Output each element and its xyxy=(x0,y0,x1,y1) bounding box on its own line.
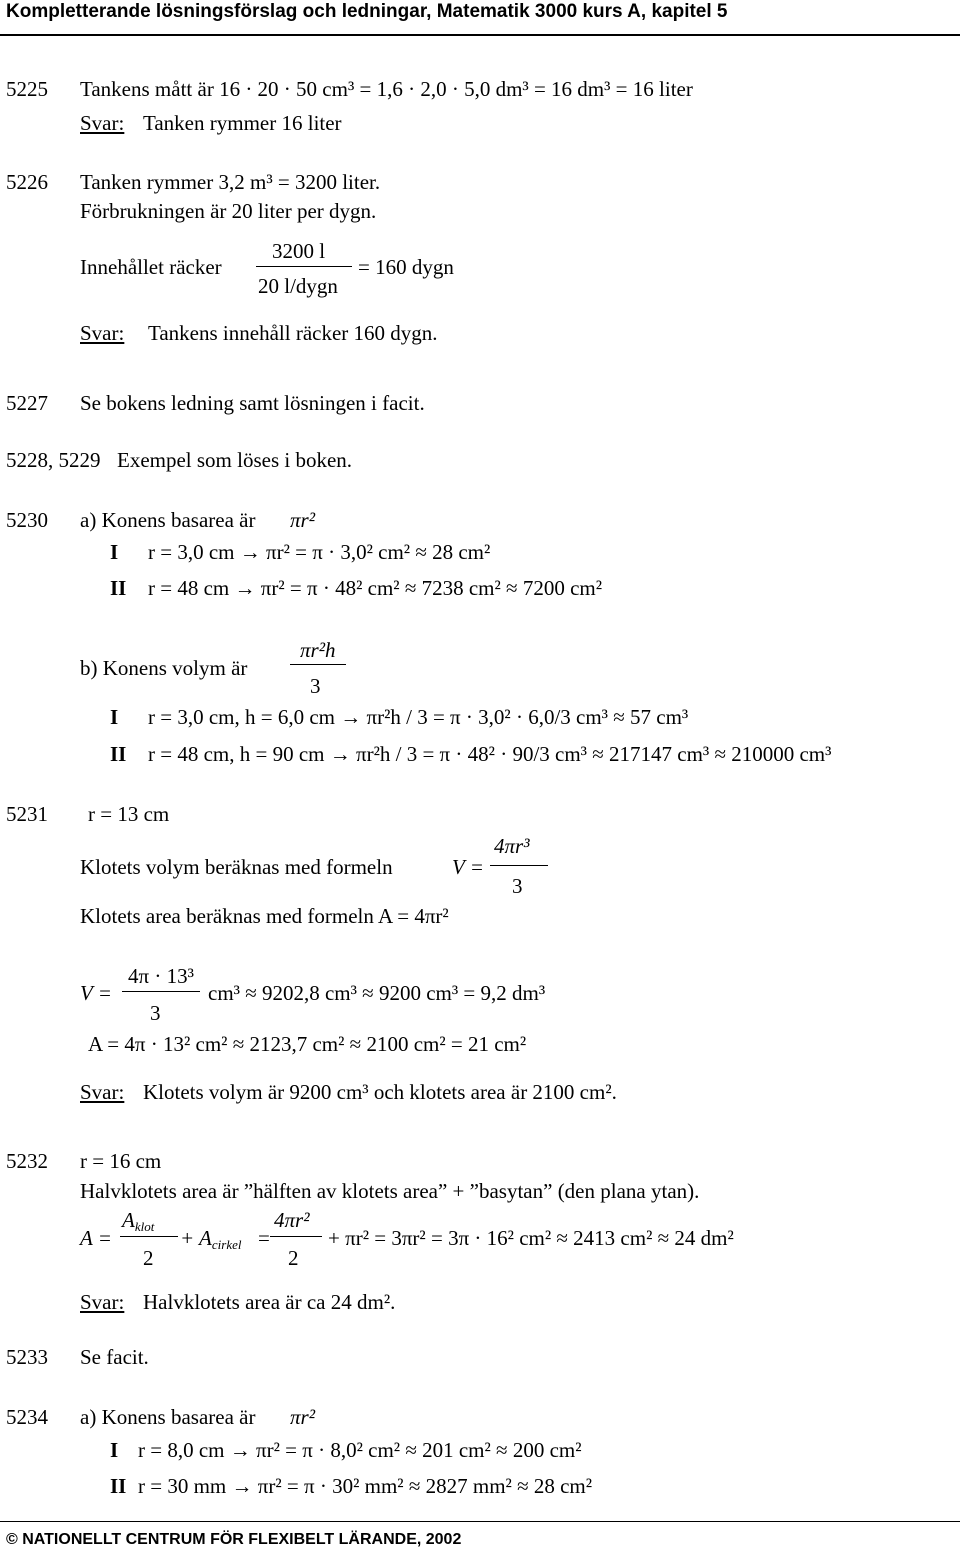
problem-number: 5228, 5229 xyxy=(6,448,101,472)
math-line: cm³ ≈ 9202,8 cm³ ≈ 9200 cm³ = 9,2 dm³ xyxy=(208,981,546,1005)
math-expr: A = xyxy=(80,1226,112,1250)
text-line: Se bokens ledning samt lösningen i facit. xyxy=(80,391,425,415)
fraction-numerator: 4πr³ xyxy=(494,834,530,858)
fraction-bar xyxy=(490,865,548,866)
subscript: cirkel xyxy=(211,1237,242,1252)
math-expr: V = xyxy=(452,855,484,879)
math-expr: = xyxy=(258,1226,270,1250)
roman-numeral: II xyxy=(110,576,127,600)
math-line: r = 48 cm, h = 90 cm → πr²h / 3 = π · 48² · 90/3 cm³ ≈ 217147 cm³ ≈ 210000 cm³ xyxy=(148,742,832,766)
text-line: a) Konens basarea är xyxy=(80,508,256,532)
page-footer: © NATIONELLT CENTRUM FÖR FLEXIBELT LÄRANDE, 2002 xyxy=(6,1531,462,1548)
math-expr: V = xyxy=(80,981,112,1005)
text-line: Innehållet räcker xyxy=(80,255,222,279)
problem-number: 5230 xyxy=(6,508,48,532)
roman-numeral: I xyxy=(110,540,119,564)
roman-numeral: II xyxy=(110,742,127,766)
fraction-numerator-letter: A xyxy=(122,1208,135,1232)
svar-label: Svar: xyxy=(80,111,125,135)
math-expr: πr² xyxy=(290,508,315,532)
fraction-denominator: 3 xyxy=(310,674,321,698)
fraction-numerator: 4π · 13³ xyxy=(128,964,194,988)
fraction-bar xyxy=(120,1236,178,1237)
fraction-denominator: 2 xyxy=(288,1246,299,1270)
page-header: Kompletterande lösningsförslag och ledningar, Matematik 3000 kurs A, kapitel 5 xyxy=(6,1,728,22)
text-line: Klotets volym beräknas med formeln xyxy=(80,855,393,879)
fraction-numerator: 4πr² xyxy=(274,1208,310,1232)
problem-number: 5227 xyxy=(6,391,48,415)
answer-text: Klotets volym är 9200 cm³ och klotets area är 2100 cm². xyxy=(143,1080,617,1104)
fraction-numerator: πr²h xyxy=(300,638,336,662)
subscript: klot xyxy=(134,1219,155,1234)
roman-numeral: I xyxy=(110,705,119,729)
text-line: b) Konens volym är xyxy=(80,656,248,680)
problem-number: 5226 xyxy=(6,170,48,194)
fraction-bar xyxy=(122,991,200,992)
text-line: = 160 dygn xyxy=(358,255,454,279)
svar-label: Svar: xyxy=(80,321,125,345)
fraction-numerator xyxy=(122,1208,155,1234)
problem-number: 5233 xyxy=(6,1345,48,1369)
svar-label: Svar: xyxy=(80,1080,125,1104)
text-line: a) Konens basarea är xyxy=(80,1405,256,1429)
answer-text: Tanken rymmer 16 liter xyxy=(143,111,342,135)
text-line: r = 16 cm xyxy=(80,1149,162,1173)
header-rule xyxy=(0,34,960,36)
fraction-numerator: 3200 l xyxy=(272,239,326,263)
problem-number: 5232 xyxy=(6,1149,48,1173)
fraction-denominator: 3 xyxy=(512,874,523,898)
fraction-bar xyxy=(290,664,346,665)
roman-numeral: II xyxy=(110,1474,127,1498)
math-expr xyxy=(180,1226,242,1252)
problem-number: 5231 xyxy=(6,802,48,826)
fraction-bar xyxy=(270,1236,322,1237)
roman-numeral: I xyxy=(110,1438,119,1462)
fraction-denominator: 3 xyxy=(150,1001,161,1025)
math-line: A = 4π · 13² cm² ≈ 2123,7 cm² ≈ 2100 cm² = 21 cm² xyxy=(88,1032,527,1056)
text-line: Tanken rymmer 3,2 m³ = 3200 liter. xyxy=(80,170,381,194)
text-line: Halvklotets area är ”hälften av klotets area” + ”basytan” (den plana ytan). xyxy=(80,1179,700,1203)
math-line: r = 8,0 cm → πr² = π · 8,0² cm² ≈ 201 cm² ≈ 200 cm² xyxy=(138,1438,582,1462)
text-line: r = 13 cm xyxy=(88,802,170,826)
math-line: r = 30 mm → πr² = π · 30² mm² ≈ 2827 mm² ≈ 28 cm² xyxy=(138,1474,593,1498)
fraction-denominator: 2 xyxy=(143,1246,154,1270)
fraction-denominator: 20 l/dygn xyxy=(258,274,338,298)
plus-term: + A xyxy=(180,1226,212,1250)
math-line: r = 3,0 cm, h = 6,0 cm → πr²h / 3 = π · 3,0² · 6,0/3 cm³ ≈ 57 cm³ xyxy=(148,705,689,729)
answer-text: Halvklotets area är ca 24 dm². xyxy=(143,1290,396,1314)
text-line: Exempel som löses i boken. xyxy=(117,448,353,472)
answer-text: Tankens innehåll räcker 160 dygn. xyxy=(148,321,438,345)
text-line: Förbrukningen är 20 liter per dygn. xyxy=(80,199,377,223)
math-line: r = 48 cm → πr² = π · 48² cm² ≈ 7238 cm² ≈ 7200 cm² xyxy=(148,576,603,600)
svar-label: Svar: xyxy=(80,1290,125,1314)
text-line: Se facit. xyxy=(80,1345,149,1369)
footer-rule xyxy=(0,1521,960,1522)
math-line: + πr² = 3πr² = 3π · 16² cm² ≈ 2413 cm² ≈ 24 dm² xyxy=(328,1226,734,1250)
problem-number: 5234 xyxy=(6,1405,48,1429)
problem-number: 5225 xyxy=(6,77,48,101)
math-line: r = 3,0 cm → πr² = π · 3,0² cm² ≈ 28 cm² xyxy=(148,540,491,564)
text-line: Klotets area beräknas med formeln A = 4πr² xyxy=(80,904,449,928)
text-line: Tankens mått är 16 · 20 · 50 cm³ = 1,6 · 2,0 · 5,0 dm³ = 16 dm³ = 16 liter xyxy=(80,77,693,101)
math-expr: πr² xyxy=(290,1405,315,1429)
fraction-bar xyxy=(256,266,352,267)
